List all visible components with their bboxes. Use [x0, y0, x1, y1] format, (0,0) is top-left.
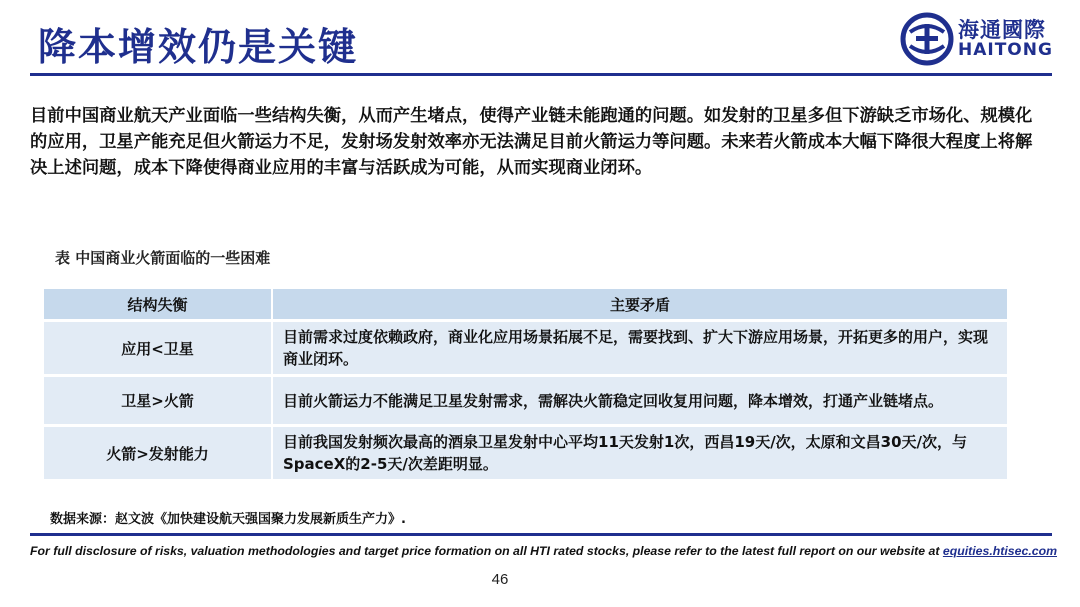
disclaimer	[30, 544, 1057, 558]
page-number: 46	[491, 571, 509, 588]
row-imbalance-cell: 火箭>发射能力	[44, 426, 272, 480]
logo-text-english: HAITONG	[958, 40, 1053, 60]
logo-text-chinese: 海通國際	[958, 18, 1046, 42]
table-row	[44, 321, 1007, 376]
disclaimer-text: For full disclosure of risks, valuation methodologies and target price formation on all HTI rated stocks, please refer to the latest full report on our website at	[30, 544, 943, 558]
row-conflict-cell: 目前我国发射频次最高的酒泉卫星发射中心平均11天发射1次，西昌19天/次，太原和文昌30天/次，与SpaceX的2-5天/次差距明显。	[272, 426, 1007, 480]
header-conflict: 主要矛盾	[272, 289, 1007, 321]
difficulties-table	[44, 289, 1007, 479]
footer-divider	[30, 533, 1052, 536]
data-source-note: 数据来源：赵文波《加快建设航天强国聚力发展新质生产力》.	[50, 512, 406, 527]
table-row	[44, 426, 1007, 480]
header-imbalance: 结构失衡	[44, 289, 272, 321]
haitong-logo-icon	[900, 12, 954, 66]
row-conflict-cell: 目前需求过度依赖政府，商业化应用场景拓展不足，需要找到、扩大下游应用场景，开拓更多的用户，实现商业闭环。	[272, 321, 1007, 376]
slide-title: 降本增效仍是关键	[38, 25, 359, 69]
table-caption: 表 中国商业火箭面临的一些困难	[55, 249, 271, 267]
equities-website-link[interactable]: equities.htisec.com	[942, 544, 1058, 558]
table-row	[44, 376, 1007, 426]
header-divider	[30, 73, 1052, 76]
haitong-logo	[900, 12, 1070, 64]
table-header-row	[44, 289, 1007, 321]
row-imbalance-cell: 应用<卫星	[44, 321, 272, 376]
row-imbalance-cell: 卫星>火箭	[44, 376, 272, 426]
row-conflict-cell: 目前火箭运力不能满足卫星发射需求，需解决火箭稳定回收复用问题，降本增效，打通产业链堵点。	[272, 376, 1007, 426]
intro-paragraph: 目前中国商业航天产业面临一些结构失衡，从而产生堵点，使得产业链未能跑通的问题。如发射的卫星多但下游缺乏市场化、规模化的应用，卫星产能充足但火箭运力不足，发射场发射效率亦无法满足目前火箭运力等问题。未来若火箭成本大幅下降很大程度上将解决上述问题，成本下降使得商业应用的丰富与活跃成为可能，从而实现商业闭环。	[30, 106, 1033, 178]
